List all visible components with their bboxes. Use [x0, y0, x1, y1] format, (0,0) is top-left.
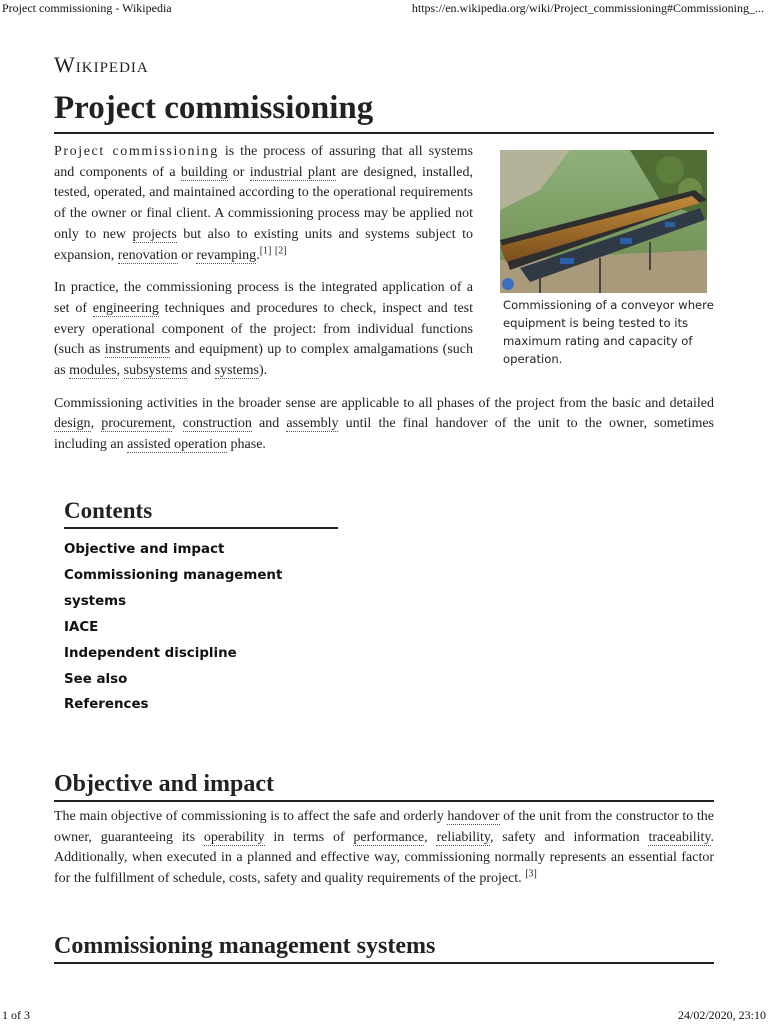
text-run: but also to existing units and systems subject to expansion,	[54, 226, 473, 263]
print-header-url[interactable]: https://en.wikipedia.org/wiki/Project_commissioning#Commissioning_...	[411, 1, 764, 15]
toc-item-iace[interactable]: IACE	[64, 619, 99, 635]
reference-2[interactable]: [2]	[274, 244, 287, 256]
link-performance[interactable]: performance	[353, 829, 425, 845]
text-run: in terms of	[264, 829, 354, 845]
print-header	[0, 0, 768, 16]
text-run: or	[177, 247, 197, 263]
toc-item-objective-and-impact[interactable]: Objective and impact	[64, 542, 225, 557]
text-run: until the final handover of the unit to the owner, sometimes including an	[54, 416, 715, 453]
print-header-title: Project commissioning - Wikipedia	[2, 1, 172, 15]
text-run: and	[187, 363, 215, 379]
lead-term: Project commissioning	[54, 144, 219, 159]
section-objective	[54, 770, 714, 890]
link-instruments[interactable]: instruments	[104, 342, 171, 358]
link-engineering[interactable]: engineering	[92, 300, 159, 316]
intro-paragraph-2	[54, 278, 473, 382]
link-traceability[interactable]: traceability	[648, 829, 711, 845]
text-run: or	[227, 164, 250, 180]
text-run: and equipment) up to complex amalgamations (such as	[54, 342, 473, 379]
link-revamping[interactable]: revamping	[196, 247, 257, 263]
text-run: ,	[90, 416, 102, 432]
link-assembly[interactable]: assembly	[286, 416, 339, 432]
text-run: The main objective of commissioning is to affect the safe and orderly	[54, 809, 448, 824]
text-run: and	[251, 416, 287, 432]
link-industrial-plant[interactable]: industrial plant	[249, 164, 336, 180]
intro-column	[54, 142, 473, 382]
link-procurement[interactable]: procurement	[101, 416, 172, 432]
page-title: Project commissioning	[54, 88, 714, 134]
objective-paragraph	[54, 807, 714, 890]
text-run: , safety and information	[489, 829, 649, 845]
toc-item-independent-discipline[interactable]: Independent discipline	[64, 645, 237, 661]
link-building[interactable]: building	[180, 164, 228, 180]
conveyor-photo[interactable]	[500, 150, 707, 293]
link-systems[interactable]: systems	[214, 363, 259, 379]
figure-caption: Commissioning of a conveyor where equipment is being tested to its maximum rating and capacity of operation.	[503, 298, 714, 366]
link-operability[interactable]: operability	[203, 829, 265, 845]
toc-item-see-also[interactable]: See also	[64, 671, 128, 687]
text-run: . Additionally, when executed in a planned and effective way, commissioning normally represents an essential factor for the fulfillment of schedule, costs, safety and quality requirements of the project.	[54, 829, 715, 887]
text-run: ,	[116, 363, 124, 379]
toc-heading: Contents	[64, 497, 338, 529]
text-run: In practice, the commissioning process is the integrated application of a set of	[54, 280, 473, 316]
text-run: phase.	[227, 437, 266, 453]
link-projects[interactable]: projects	[132, 226, 177, 242]
link-handover[interactable]: handover	[447, 809, 500, 824]
toc-item-references[interactable]: References	[64, 697, 149, 713]
link-renovation[interactable]: renovation	[117, 247, 178, 263]
link-modules[interactable]: modules	[69, 363, 117, 379]
link-assisted-operation[interactable]: assisted operation	[127, 437, 228, 453]
link-construction[interactable]: construction	[182, 416, 252, 432]
section-heading-objective: Objective and impact	[54, 770, 714, 802]
text-run: is the process of assuring that all systems and components of a	[54, 144, 473, 180]
print-footer	[0, 1008, 768, 1024]
text-run: techniques and procedures to check, inspect and test every operational component of the project: from individual functions (such as	[54, 300, 474, 358]
wikipedia-wordmark[interactable]: Wikipedia	[54, 52, 149, 77]
text-run: of the unit from the constructor to the owner, guaranteeing its	[54, 809, 714, 845]
text-run: Commissioning activities in the broader sense are applicable to all phases of the project from the basic and detailed	[54, 395, 714, 411]
article	[54, 52, 714, 456]
link-design[interactable]: design	[54, 416, 91, 432]
text-run: ,	[171, 416, 183, 432]
intro-paragraph-3	[54, 394, 714, 456]
page-counter: 1 of 3	[2, 1008, 30, 1022]
toc-list	[64, 537, 338, 718]
conveyor-figure	[500, 150, 715, 368]
link-reliability[interactable]: reliability	[436, 829, 490, 845]
section-heading-management: Commissioning management systems	[54, 932, 714, 964]
reference-1[interactable]: [1]	[259, 244, 272, 256]
reference-3[interactable]: [3]	[525, 868, 537, 880]
text-run: .	[256, 247, 260, 263]
table-of-contents	[64, 497, 338, 718]
print-datetime: 24/02/2020, 23:10	[677, 1008, 766, 1022]
text-run: are designed, installed, tested, operated, and maintained according to the operational requirements of the owner or final client. A commissioning process may be applied not only to new	[54, 164, 473, 242]
link-subsystems[interactable]: subsystems	[123, 363, 188, 379]
intro-paragraph-1	[54, 142, 473, 266]
section-management	[54, 932, 714, 964]
text-run: ,	[424, 829, 437, 845]
text-run: ).	[258, 363, 268, 379]
toc-item-commissioning-management-systems[interactable]: Commissioning management systems	[64, 567, 283, 609]
